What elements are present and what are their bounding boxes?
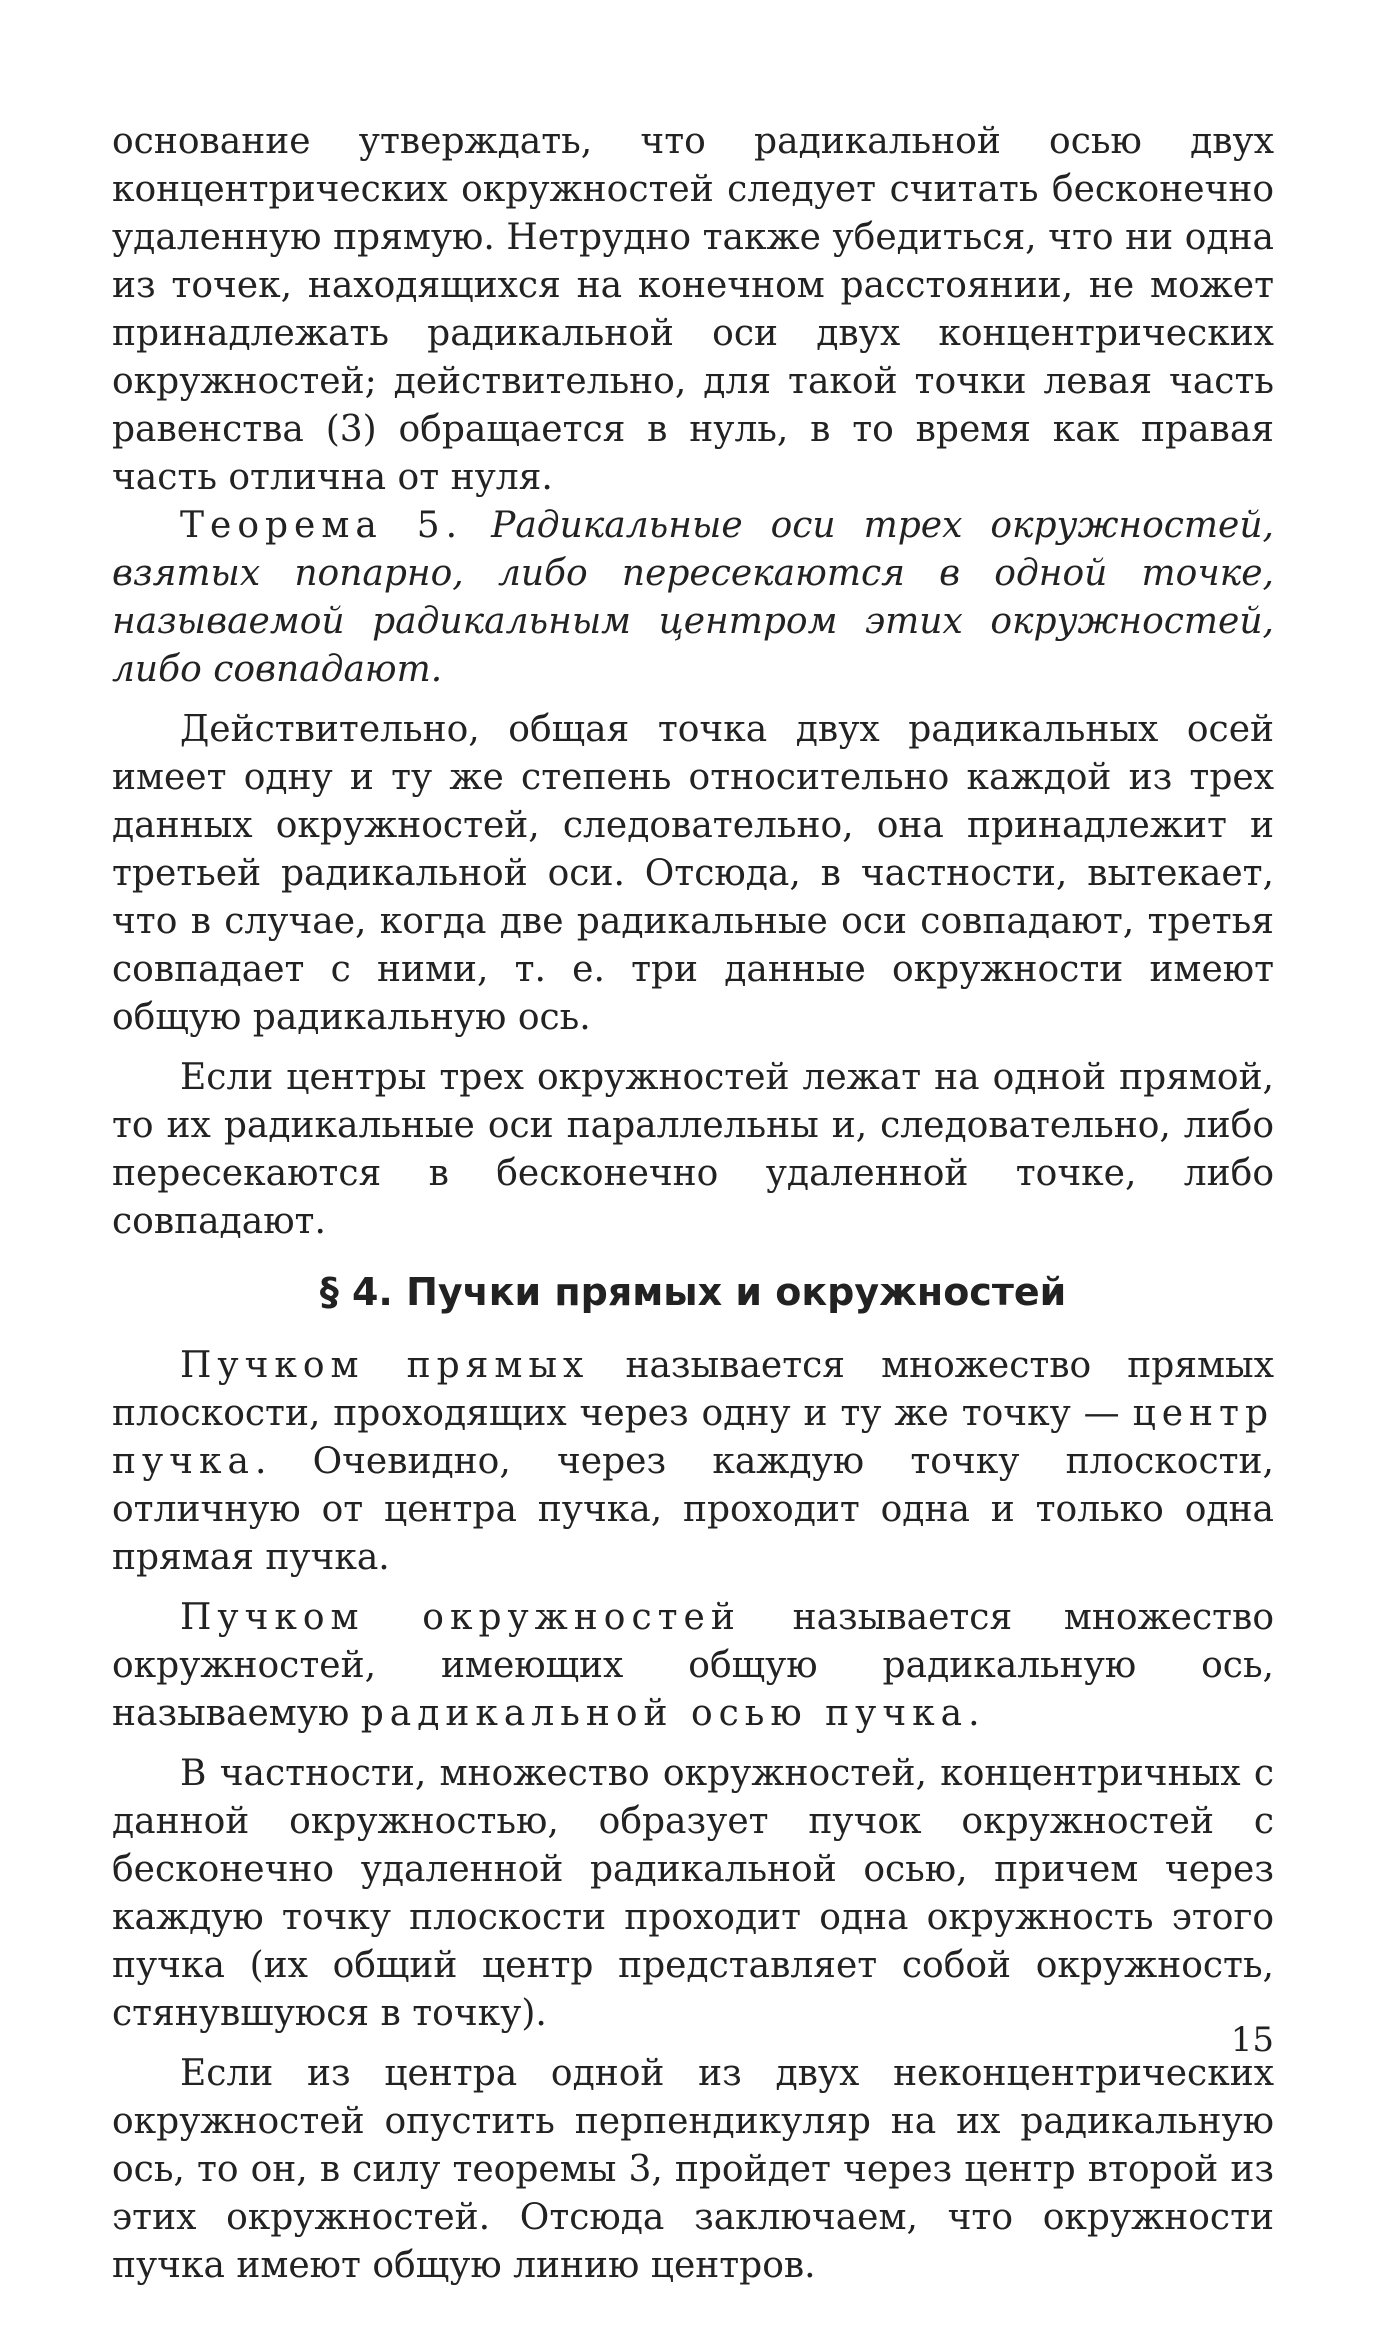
- term-line-pencil: Пучком прямых: [180, 1345, 590, 1386]
- section-heading: § 4. Пучки прямых и окружностей: [319, 1270, 1067, 1314]
- paragraph-line-of-centers: Если из центра одной из двух неконцентрических окружностей опустить перпендикуляр на их радикальную ось, то он, в силу теоремы 3, пройдет через центр второй из этих окружностей. Отсюда заключаем, что окружности пучка имеют общую линию центров.: [112, 2053, 1274, 2286]
- paragraph-concentric: В частности, множество окружностей, концентричных с данной окружностью, образует пучок окружностей с бесконечно удаленной радикальной осью, причем через каждую точку плоскости проходит одна окружность этого пучка (их общий центр представляет собой окружность, стянувшуюся в точку).: [112, 1753, 1274, 2034]
- theorem-5: [112, 502, 1274, 694]
- term-circle-pencil: Пучком окружностей: [180, 1597, 741, 1638]
- paragraph-collinear-centers: Если центры трех окружностей лежат на одной прямой, то их радикальные оси параллельны и, следовательно, либо пересекаются в бесконечно удаленной точке, либо совпадают.: [112, 1057, 1274, 1242]
- page-number: 15: [1230, 2020, 1274, 2060]
- theorem-label: Теорема 5.: [180, 505, 464, 546]
- paragraph-line-pencil: Пучком прямых называется множество прямых плоскости, проходящих через одну и ту же точку — центр пучка. Очевидно, через каждую точку плоскости, отличную от центра пучка, проходит одна и только одна прямая пучка.: [112, 1345, 1275, 1578]
- term-radical-axis: радикальной осью пучка: [360, 1693, 969, 1734]
- term-pencil-center: центр пучка: [112, 1393, 1274, 1482]
- paragraph-proof: Действительно, общая точка двух радикальных осей имеет одну и ту же степень относительно каждой из трех данных окружностей, следовательно, она принадлежит и третьей радикальной оси. Отсюда, в частности, вытекает, что в случае, когда две радикальные оси совпадают, третья совпадает с ними, т. е. три данные окружности имеют общую радикальную ось.: [112, 709, 1274, 1038]
- theorem-statement: Радикальные оси трех окружностей, взятых попарно, либо пересекаются в одной точке, называемой радикальным центром этих окружностей, либо совпадают.: [112, 505, 1274, 690]
- paragraph-intro: основание утверждать, что радикальной осью двух концентрических окружностей следует считать бесконечно удаленную прямую. Нетрудно также убедиться, что ни одна из точек, находящихся на конечном расстоянии, не может принадлежать радикальной оси двух концентрических окружностей; действительно, для такой точки левая часть равенства (3) обращается в нуль, в то время как правая часть отлична от нуля.: [112, 121, 1274, 498]
- paragraph-circle-pencil: Пучком окружностей называется множество окружностей, имеющих общую радикальную ось, называемую радикальной осью пучка.: [112, 1597, 1274, 1734]
- page-body: [112, 118, 1274, 2290]
